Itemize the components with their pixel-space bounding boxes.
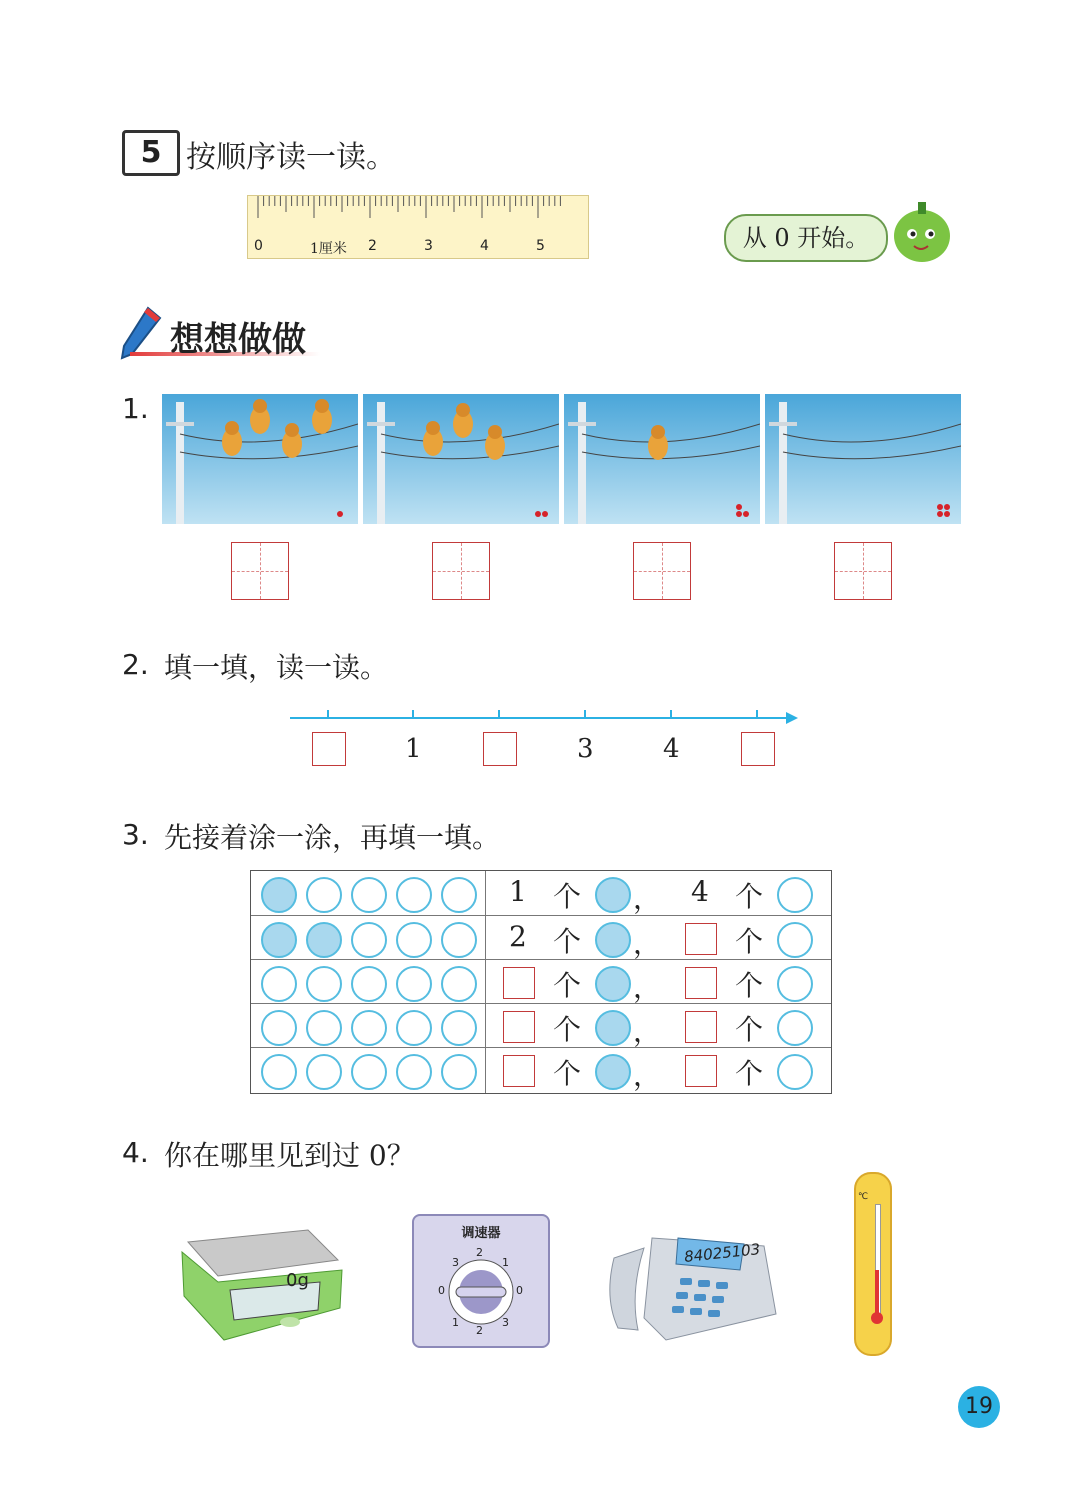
paint-circle[interactable]	[306, 877, 342, 913]
table-row	[251, 871, 831, 915]
paint-circle[interactable]	[396, 877, 432, 913]
comma: ，	[633, 1059, 662, 1092]
answer-box[interactable]	[633, 542, 691, 600]
ruler-label-1: 1厘米	[310, 241, 347, 257]
empty-circle-icon	[777, 922, 813, 958]
empty-circle-icon	[777, 1054, 813, 1090]
thermometer-mercury	[875, 1270, 879, 1314]
count-b: 4	[691, 875, 709, 908]
phone-display: 84025103	[683, 1240, 762, 1266]
dial-number: 1	[452, 1316, 459, 1329]
count-dot	[743, 511, 749, 517]
bird-panel	[162, 394, 358, 524]
dial-number: 2	[476, 1324, 483, 1337]
comma: ，	[633, 882, 662, 915]
thermometer-unit: ℃	[858, 1192, 869, 1202]
ruler-label-3: 3	[424, 238, 433, 254]
q3-label: 3.	[122, 818, 149, 851]
paint-circle[interactable]	[351, 1054, 387, 1090]
count-b-box[interactable]	[685, 1011, 717, 1043]
answer-box[interactable]	[231, 542, 289, 600]
paint-circle[interactable]	[441, 1010, 477, 1046]
page-number: 19	[958, 1386, 1000, 1428]
pepper-mascot-icon	[884, 196, 958, 270]
count-a: 1	[509, 875, 527, 908]
count-dot	[937, 504, 943, 510]
paint-circle[interactable]	[441, 966, 477, 1002]
filled-circle-icon	[595, 1054, 631, 1090]
filled-circle-icon	[595, 922, 631, 958]
coloring-table	[250, 870, 832, 1094]
number-line	[290, 706, 800, 730]
bird-icon	[222, 421, 242, 456]
wire-scene	[162, 394, 358, 524]
number-line-label: 3	[577, 734, 594, 764]
number-line-label: 4	[663, 734, 680, 764]
filled-circle-icon	[595, 1010, 631, 1046]
paint-circle[interactable]	[261, 1054, 297, 1090]
section-5-title: 按顺序读一读。	[186, 140, 396, 175]
count-dot	[542, 511, 548, 517]
scale-icon	[178, 1212, 344, 1342]
paint-circle[interactable]	[441, 877, 477, 913]
table-row	[251, 1047, 831, 1092]
speech-bubble: 从 0 开始。	[724, 214, 888, 262]
q2-text: 填一填，读一读。	[164, 651, 389, 684]
paint-circle[interactable]	[396, 1010, 432, 1046]
count-dot	[736, 511, 742, 517]
paint-circle[interactable]	[306, 966, 342, 1002]
count-dot	[337, 511, 343, 517]
dial-number: 2	[476, 1246, 483, 1259]
unit-label: 个	[553, 969, 582, 1002]
paint-circle[interactable]	[351, 877, 387, 913]
paint-circle[interactable]	[441, 922, 477, 958]
q4-label: 4.	[122, 1136, 149, 1169]
count-dot	[944, 511, 950, 517]
paint-circle[interactable]	[396, 922, 432, 958]
comma: ，	[633, 971, 662, 1004]
paint-circle[interactable]	[261, 922, 297, 958]
paint-circle[interactable]	[351, 1010, 387, 1046]
unit-label: 个	[735, 880, 764, 913]
count-dot	[944, 504, 950, 510]
count-dot	[535, 511, 541, 517]
number-line-box[interactable]	[312, 732, 346, 766]
count-b-box[interactable]	[685, 967, 717, 999]
bird-icon	[423, 421, 443, 456]
count-a: 2	[509, 920, 527, 953]
unit-label: 个	[553, 880, 582, 913]
paint-circle[interactable]	[261, 966, 297, 1002]
wire-scene	[765, 394, 961, 524]
bird-icon	[250, 399, 270, 434]
dial-number: 1	[502, 1256, 509, 1269]
count-a-box[interactable]	[503, 1055, 535, 1087]
bird-icon	[485, 425, 505, 460]
number-line-box[interactable]	[483, 732, 517, 766]
count-b-box[interactable]	[685, 1055, 717, 1087]
dial-number: 3	[502, 1316, 509, 1329]
telephone-icon	[604, 1218, 780, 1344]
thermometer-bulb	[871, 1312, 883, 1324]
q3-text: 先接着涂一涂，再填一填。	[164, 821, 501, 854]
comma: ，	[633, 1015, 662, 1048]
dial-number: 0	[438, 1284, 445, 1297]
bird-icon	[312, 399, 332, 434]
q1-label: 1.	[122, 392, 149, 425]
ruler-label-5: 5	[536, 238, 545, 254]
count-dot	[736, 504, 742, 510]
table-row	[251, 915, 831, 960]
thermometer-icon	[854, 1172, 892, 1356]
paint-circle[interactable]	[261, 877, 297, 913]
paint-circle[interactable]	[396, 1054, 432, 1090]
dial-title: 调速器	[461, 1226, 501, 1241]
unit-label: 个	[735, 925, 764, 958]
bird-panel	[363, 394, 559, 524]
paint-circle[interactable]	[396, 966, 432, 1002]
number-line-box[interactable]	[741, 732, 775, 766]
unit-label: 个	[553, 1057, 582, 1090]
scale-display: 0g	[286, 1270, 309, 1291]
count-a-box[interactable]	[503, 967, 535, 999]
bird-icon	[648, 425, 668, 460]
paint-circle[interactable]	[351, 922, 387, 958]
answer-box[interactable]	[834, 542, 892, 600]
comma: ，	[633, 927, 662, 960]
paint-circle[interactable]	[351, 966, 387, 1002]
count-a-box[interactable]	[503, 1011, 535, 1043]
filled-circle-icon	[595, 877, 631, 913]
bird-icon	[453, 403, 473, 438]
table-row	[251, 959, 831, 1004]
empty-circle-icon	[777, 1010, 813, 1046]
count-dot	[937, 511, 943, 517]
ruler-label-2: 2	[368, 238, 377, 254]
unit-label: 个	[735, 1013, 764, 1046]
ruler-label-4: 4	[480, 238, 489, 254]
unit-label: 个	[735, 1057, 764, 1090]
dial-number: 0	[516, 1284, 523, 1297]
answer-box[interactable]	[432, 542, 490, 600]
ruler-label-0: 0	[254, 238, 263, 254]
wire-scene	[564, 394, 760, 524]
bird-icon	[282, 423, 302, 458]
empty-circle-icon	[777, 966, 813, 1002]
dial-number: 3	[452, 1256, 459, 1269]
speed-dial	[412, 1214, 550, 1348]
unit-label: 个	[553, 1013, 582, 1046]
paint-circle[interactable]	[306, 1054, 342, 1090]
table-row	[251, 1003, 831, 1048]
bird-panel	[765, 394, 961, 524]
bird-panel	[564, 394, 760, 524]
problem-number-5: 5	[122, 130, 180, 176]
ruler	[247, 195, 589, 259]
count-b-box[interactable]	[685, 923, 717, 955]
unit-label: 个	[735, 969, 764, 1002]
number-line-label: 1	[405, 734, 422, 764]
empty-circle-icon	[777, 877, 813, 913]
filled-circle-icon	[595, 966, 631, 1002]
q2-label: 2.	[122, 648, 149, 681]
paint-circle[interactable]	[306, 922, 342, 958]
paint-circle[interactable]	[441, 1054, 477, 1090]
practice-title: 想想做做	[170, 320, 306, 360]
paint-circle[interactable]	[261, 1010, 297, 1046]
wire-scene	[363, 394, 559, 524]
q4-text: 你在哪里见到过 0？	[164, 1139, 415, 1172]
paint-circle[interactable]	[306, 1010, 342, 1046]
unit-label: 个	[553, 925, 582, 958]
